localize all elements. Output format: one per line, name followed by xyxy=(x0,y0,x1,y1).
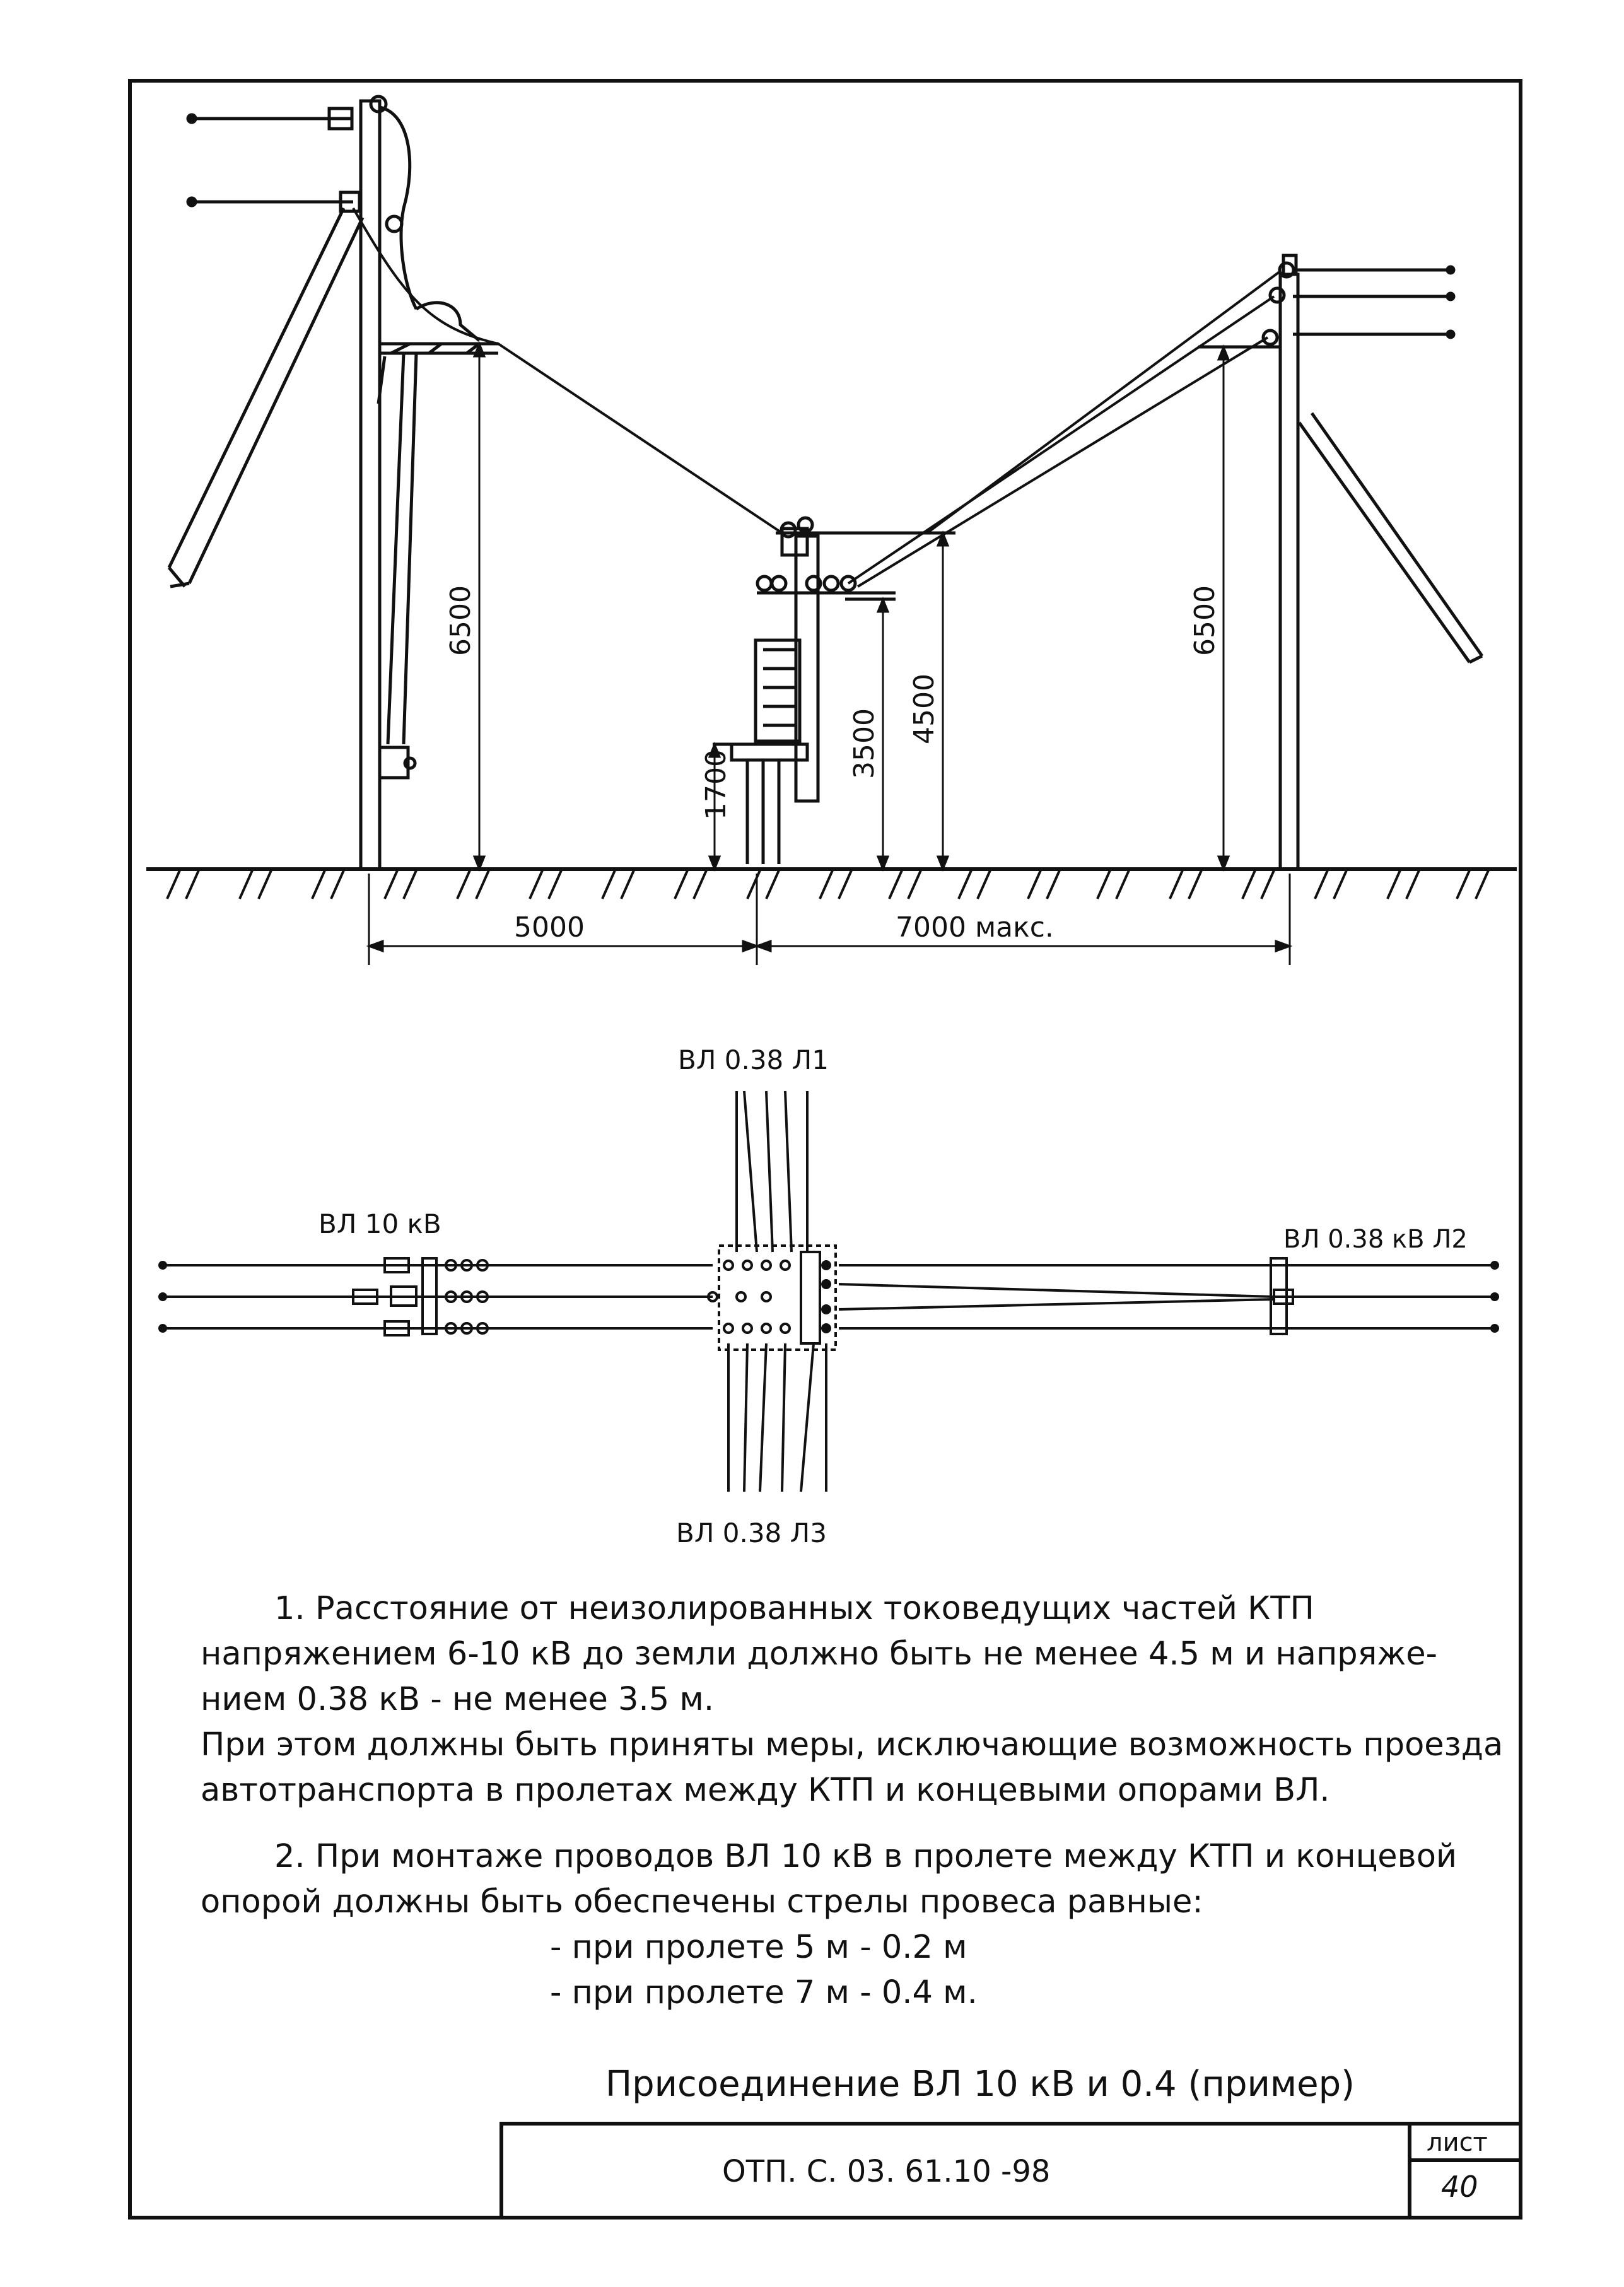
plan-label-right: ВЛ 0.38 кВ Л2 xyxy=(1283,1225,1468,1254)
lv-wire-right-2 xyxy=(858,337,1268,587)
right-terminal-pole xyxy=(1198,255,1482,869)
drawing-title: Присоединение ВЛ 10 кВ и 0.4 (пример) xyxy=(605,2064,1355,2105)
sheet-label: лист xyxy=(1427,2128,1488,2157)
sheet-number: 40 xyxy=(1441,2170,1478,2204)
note-1-line-3: нием 0.38 кВ - не менее 3.5 м. xyxy=(201,1681,715,1718)
note-2-line-1: 2. При монтаже проводов ВЛ 10 кВ в пролете между КТП и концевой xyxy=(274,1838,1458,1875)
note-2-line-4: - при пролете 7 м - 0.4 м. xyxy=(550,1974,978,2011)
dim-span-right: 7000 макс. xyxy=(896,911,1054,944)
plan-view xyxy=(160,1091,1498,1492)
dim-lines-vertical xyxy=(474,344,1229,869)
left-terminal-pole xyxy=(169,97,498,869)
dim-ktp-1700: 1700 xyxy=(700,749,732,820)
note-1-line-4: При этом должны быть приняты меры, исключающие возможность проезда xyxy=(201,1726,1504,1764)
dim-ktp-3500: 3500 xyxy=(848,708,880,779)
dim-right-pole-height: 6500 xyxy=(1189,585,1221,656)
note-1-line-1: 1. Расстояние от неизолированных токоведущих частей КТП xyxy=(274,1590,1314,1627)
document-code: ОТП. С. 03. 61.10 -98 xyxy=(722,2154,1051,2189)
plan-label-bottom: ВЛ 0.38 Л3 xyxy=(676,1518,827,1548)
dim-left-pole-height: 6500 xyxy=(445,585,477,656)
dim-span-left: 5000 xyxy=(514,911,585,944)
plan-label-left: ВЛ 10 кВ xyxy=(318,1208,441,1239)
lv-wire-right-1 xyxy=(848,296,1274,583)
lv-wire-right-3 xyxy=(927,271,1280,533)
dim-ktp-4500: 4500 xyxy=(908,674,940,744)
note-1-line-2: напряжением 6-10 кВ до земли должно быть не менее 4.5 м и напряже- xyxy=(201,1635,1438,1673)
hv-wire-left xyxy=(353,208,782,533)
elevation-view xyxy=(146,97,1517,965)
dim-lines-horizontal xyxy=(369,874,1290,965)
note-1-line-5: автотранспорта в пролетах между КТП и концевыми опорами ВЛ. xyxy=(201,1772,1330,1809)
plan-label-top: ВЛ 0.38 Л1 xyxy=(678,1044,829,1075)
note-2-line-3: - при пролете 5 м - 0.2 м xyxy=(550,1929,967,1966)
note-2-line-2: опорой должны быть обеспечены стрелы провеса равные: xyxy=(201,1883,1203,1921)
